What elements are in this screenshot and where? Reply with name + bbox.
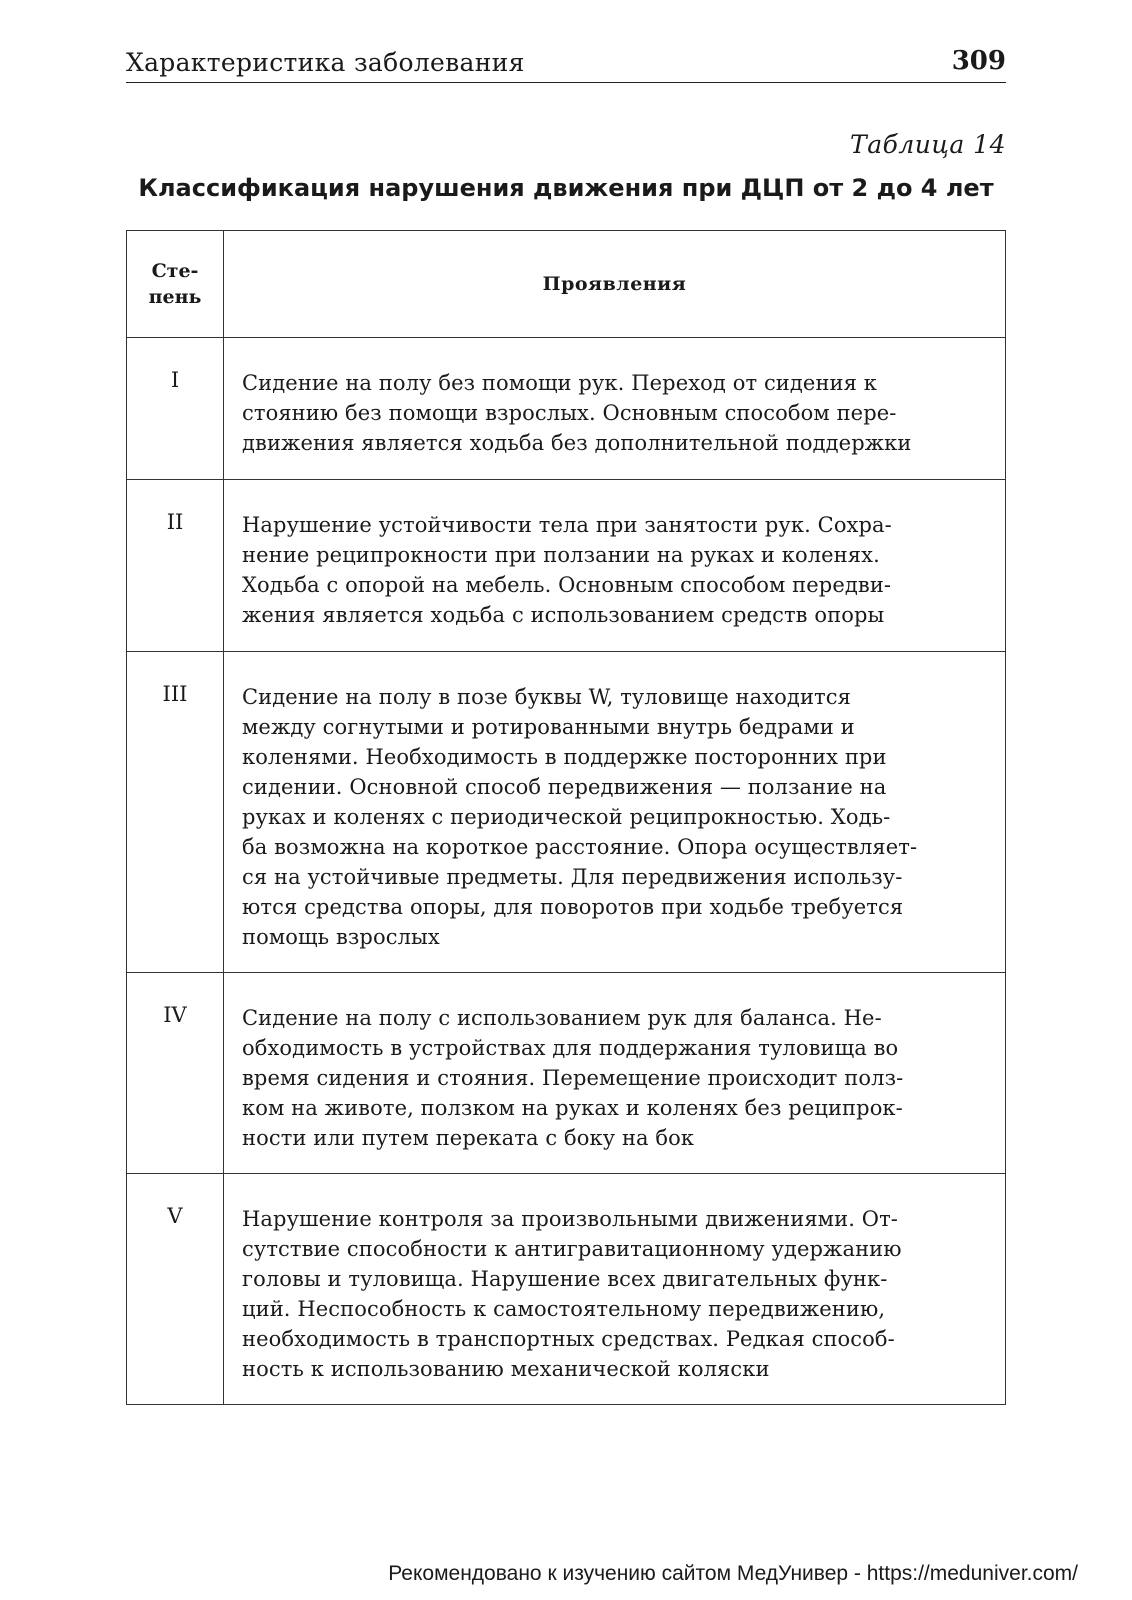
description-cell: Сидение на полу в позе буквы W, туловище находится между согнутыми и ротированными внутрь бедрами и коленями. Необходимость в поддержке посторонних при сидении. Основной способ передвижения — ползание на руках и коленях с периодической реципрокностью. Ходь- ба возможна на короткое расстояние. Опора осуществляет- ся на устойчивые предметы. Для передвижения использу- ются средства опоры, для поворотов при ходьбе требуется помощь взрослых: [224, 652, 1006, 973]
description-cell: Нарушение контроля за произвольными движениями. От- сутствие способности к антигравитационному удержанию головы и туловища. Нарушение всех двигательных функ- ций. Неспособность к самостоятельному передвижению, необходимость в транспортных средствах. Редкая способ- ность к использованию механической коляски: [224, 1174, 1006, 1405]
running-header: [126, 46, 1006, 83]
degree-cell: V: [127, 1174, 224, 1405]
description-cell: Сидение на полу без помощи рук. Переход от сидения к стоянию без помощи взрослых. Основным способом пере- движения является ходьба без дополнительной поддержки: [224, 338, 1006, 480]
degree-cell: I: [127, 338, 224, 480]
degree-cell: III: [127, 652, 224, 973]
footer-watermark: Рекомендовано к изучению сайтом МедУнивер - https://meduniver.com/: [388, 1562, 1078, 1585]
degree-cell: II: [127, 480, 224, 652]
classification-table: [126, 230, 1006, 1405]
table-label: Таблица 14: [850, 130, 1006, 159]
table-row: [127, 1174, 1006, 1405]
table-row: [127, 652, 1006, 973]
column-header-manifestations: Проявления: [224, 231, 1006, 338]
column-header-degree-text: Сте- пень: [148, 260, 202, 308]
description-cell: Нарушение устойчивости тела при занятости рук. Сохра- нение реципрокности при ползании на руках и коленях. Ходьба с опорой на мебель. Основным способом передви- жения является ходьба с использованием средств опоры: [224, 480, 1006, 652]
running-title: Характеристика заболевания: [126, 48, 525, 77]
description-cell: Сидение на полу с использованием рук для баланса. Не- обходимость в устройствах для поддержания туловища во время сидения и стояния. Перемещение происходит полз- ком на животе, ползком на руках и коленях без реципрок- ности или путем переката с боку на бок: [224, 973, 1006, 1174]
table-row: [127, 973, 1006, 1174]
table-title: Классификация нарушения движения при ДЦП от 2 до 4 лет: [138, 174, 994, 202]
table-row: [127, 338, 1006, 480]
page-number: 309: [951, 46, 1006, 76]
table-row: [127, 480, 1006, 652]
column-header-degree: [127, 231, 224, 338]
table-header-row: [127, 231, 1006, 338]
degree-cell: IV: [127, 973, 224, 1174]
